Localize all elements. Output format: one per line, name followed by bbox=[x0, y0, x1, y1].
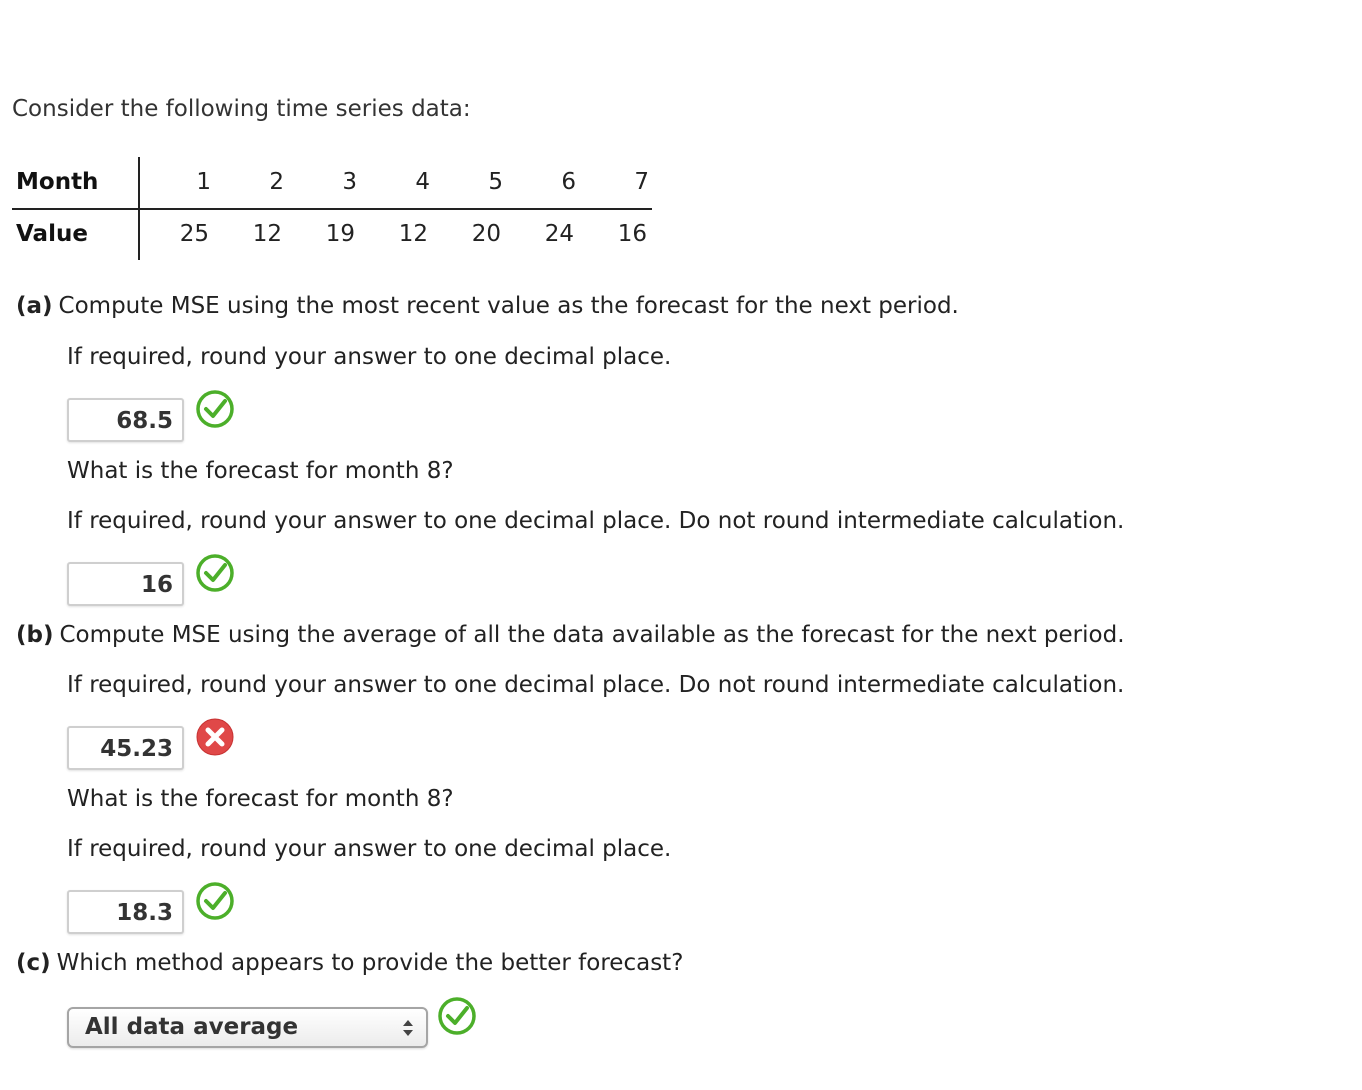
month-cell: 1 bbox=[196, 169, 211, 195]
part-b-instruction-1: If required, round your answer to one decimal place. Do not round intermediate calculation. bbox=[67, 672, 1125, 698]
month-cell: 4 bbox=[415, 169, 430, 195]
part-a-label: (a) bbox=[16, 293, 53, 319]
month-row bbox=[12, 157, 652, 207]
value-cell: 16 bbox=[617, 221, 647, 247]
part-c-label: (c) bbox=[16, 950, 51, 976]
value-row bbox=[12, 209, 652, 259]
value-header: Value bbox=[16, 221, 88, 247]
select-arrows-icon bbox=[402, 1018, 414, 1038]
month-cell: 5 bbox=[488, 169, 503, 195]
part-b-question-text: Compute MSE using the average of all the data available as the forecast for the next period. bbox=[59, 622, 1125, 648]
table-horizontal-divider bbox=[12, 208, 652, 210]
part-b-question-2: What is the forecast for month 8? bbox=[67, 786, 454, 812]
part-b-mse-answer-field[interactable]: 45.23 bbox=[67, 726, 184, 770]
part-a-question bbox=[16, 293, 959, 319]
part-a-instruction-1: If required, round your answer to one decimal place. bbox=[67, 344, 672, 370]
month-cell: 3 bbox=[342, 169, 357, 195]
value-cell: 12 bbox=[398, 221, 428, 247]
check-circle-icon bbox=[195, 881, 235, 921]
part-a-mse-answer-field[interactable]: 68.5 bbox=[67, 398, 184, 442]
month-header: Month bbox=[16, 169, 99, 195]
check-circle-icon bbox=[195, 553, 235, 593]
month-cell: 6 bbox=[561, 169, 576, 195]
value-cell: 20 bbox=[471, 221, 501, 247]
better-forecast-select[interactable] bbox=[67, 1007, 428, 1048]
month-cell: 7 bbox=[634, 169, 649, 195]
part-b-forecast-answer-field[interactable]: 18.3 bbox=[67, 890, 184, 934]
check-circle-icon bbox=[437, 996, 477, 1036]
part-c-question-text: Which method appears to provide the better forecast? bbox=[56, 950, 684, 976]
part-a-instruction-2: If required, round your answer to one decimal place. Do not round intermediate calculation. bbox=[67, 508, 1125, 534]
check-circle-icon bbox=[195, 389, 235, 429]
part-a-question-text: Compute MSE using the most recent value as the forecast for the next period. bbox=[58, 293, 959, 319]
x-circle-icon bbox=[195, 717, 235, 757]
select-value: All data average bbox=[85, 1014, 299, 1040]
time-series-table bbox=[12, 157, 652, 260]
part-a-question-2: What is the forecast for month 8? bbox=[67, 458, 454, 484]
part-b-instruction-2: If required, round your answer to one decimal place. bbox=[67, 836, 672, 862]
value-cell: 12 bbox=[252, 221, 282, 247]
month-cell: 2 bbox=[269, 169, 284, 195]
part-a-forecast-answer-field[interactable]: 16 bbox=[67, 562, 184, 606]
value-cell: 19 bbox=[325, 221, 355, 247]
value-cell: 24 bbox=[544, 221, 574, 247]
part-c-question bbox=[16, 950, 683, 976]
intro-text: Consider the following time series data: bbox=[12, 96, 471, 122]
part-b-question bbox=[16, 622, 1125, 648]
part-b-label: (b) bbox=[16, 622, 54, 648]
value-cell: 25 bbox=[179, 221, 209, 247]
